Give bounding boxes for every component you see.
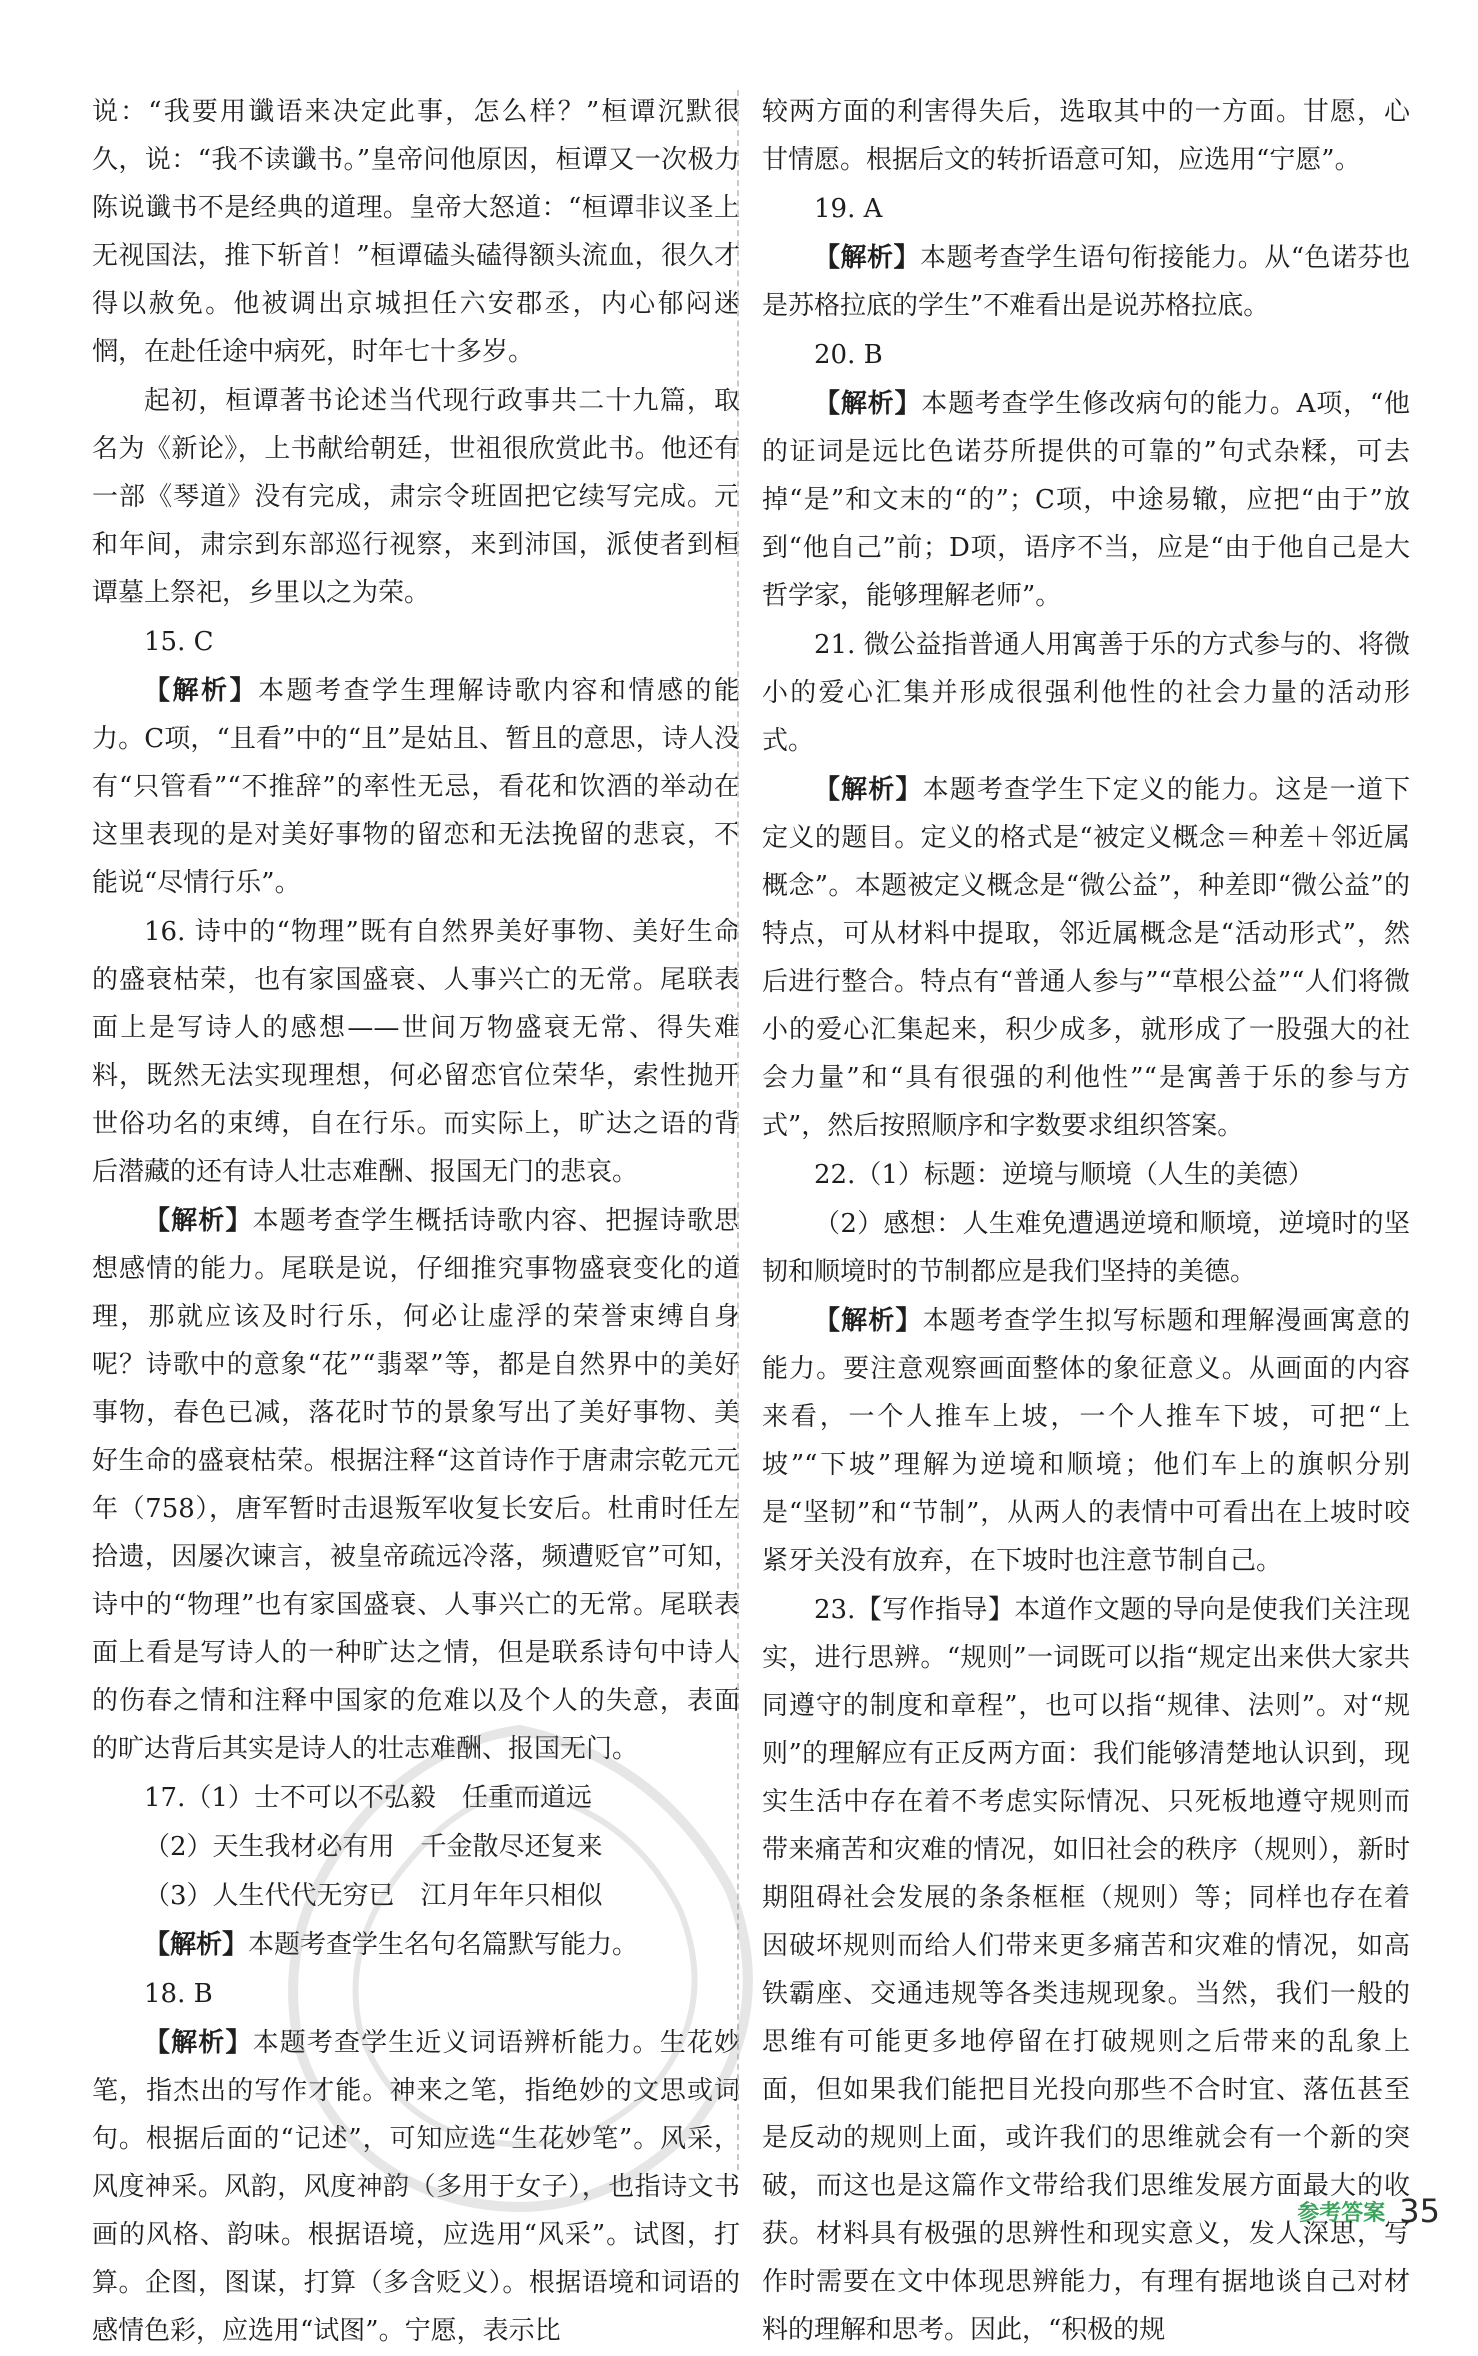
paragraph-text: 本题考查学生理解诗歌内容和情感的能力。C项，“且看”中的“且”是姑且、暂且的意思，诗人没有“只管看”“不推辞”的率性无忌，看花和饮酒的举动在这里表现的是对美好事物的留恋和无法挽留的悲哀，不能说“尽情行乐”。 <box>92 676 740 898</box>
analysis-tag: 【解析】 <box>144 1930 249 1960</box>
page-number: 35 <box>1399 2192 1440 2230</box>
paragraph <box>92 618 740 666</box>
analysis-tag: 【解析】 <box>814 389 922 419</box>
paragraph <box>762 185 1410 233</box>
paragraph-text: 19. A <box>814 194 883 224</box>
paragraph <box>92 88 740 376</box>
analysis-tag: 【解析】 <box>144 1206 253 1236</box>
paragraph <box>762 621 1410 765</box>
paragraph <box>92 2019 740 2355</box>
paragraph-text: 起初，桓谭著书论述当代现行政事共二十九篇，取名为《新论》，上书献给朝廷，世祖很欣赏此书。他还有一部《琴道》没有完成，肃宗令班固把它续写完成。元和年间，肃宗到东部巡行视察，来到沛国，派使者到桓谭墓上祭祀，乡里以之为荣。 <box>92 386 740 608</box>
paragraph <box>92 667 740 907</box>
paragraph-text: 22.（1）标题：逆境与顺境（人生的美德） <box>814 1160 1314 1190</box>
paragraph-text: 15. C <box>144 627 214 657</box>
analysis-tag: 【解析】 <box>814 775 923 805</box>
paragraph <box>92 1197 740 1773</box>
analysis-tag: 【解析】 <box>144 676 258 706</box>
left-column <box>92 88 740 2356</box>
paragraph-text: 本题考查学生拟写标题和理解漫画寓意的能力。要注意观察画面整体的象征意义。从画面的内容来看，一个人推车上坡，一个人推车下坡，可把“上坡”“下坡”理解为逆境和顺境；他们车上的旗帜分别是“坚韧”和“节制”，从两人的表情中可看出在上坡时咬紧牙关没有放弃，在下坡时也注意节制自己。 <box>762 1306 1410 1576</box>
footer-label: 参考答案 <box>1297 2200 1386 2226</box>
paragraph <box>92 1921 740 1969</box>
paragraph <box>762 380 1410 620</box>
paragraph-text: 20. B <box>814 340 883 370</box>
paragraph <box>762 766 1410 1150</box>
paragraph <box>762 88 1410 184</box>
paragraph <box>92 1823 740 1871</box>
paragraph-text: 18. B <box>144 1979 213 2009</box>
paragraph-text: 本题考查学生下定义的能力。这是一道下定义的题目。定义的格式是“被定义概念＝种差＋邻近属概念”。本题被定义概念是“微公益”，种差即“微公益”的特点，可从材料中提取，邻近属概念是“活动形式”，然后进行整合。特点有“普通人参与”“草根公益”“人们将微小的爱心汇集起来，积少成多，就形成了一股强大的社会力量”和“具有很强的利他性”“是寓善于乐的参与方式”，然后按照顺序和字数要求组织答案。 <box>762 775 1410 1141</box>
paragraph-text: 较两方面的利害得失后，选取其中的一方面。甘愿，心甘情愿。根据后文的转折语意可知，应选用“宁愿”。 <box>762 97 1410 175</box>
paragraph <box>92 1872 740 1920</box>
analysis-tag: 【解析】 <box>814 243 920 273</box>
paragraph-text: 说：“我要用谶语来决定此事，怎么样？”桓谭沉默很久，说：“我不读谶书。”皇帝问他原因，桓谭又一次极力陈说谶书不是经典的道理。皇帝大怒道：“桓谭非议圣上无视国法，推下斩首！”桓谭磕头磕得额头流血，很久才得以赦免。他被调出京城担任六安郡丞，内心郁闷迷惘，在赴任途中病死，时年七十多岁。 <box>92 97 740 367</box>
paragraph-text: 本题考查学生概括诗歌内容、把握诗歌思想感情的能力。尾联是说，仔细推究事物盛衰变化的道理，那就应该及时行乐，何必让虚浮的荣誉束缚自身呢？诗歌中的意象“花”“翡翠”等，都是自然界中的美好事物，春色已减，落花时节的景象写出了美好事物、美好生命的盛衰枯荣。根据注释“这首诗作于唐肃宗乾元元年（758），唐军暂时击退叛军收复长安后。杜甫时任左拾遗，因屡次谏言，被皇帝疏远冷落，频遭贬官”可知，诗中的“物理”也有家国盛衰、人事兴亡的无常。尾联表面上看是写诗人的一种旷达之情，但是联系诗句中诗人的伤春之情和注释中国家的危难以及个人的失意，表面的旷达背后其实是诗人的壮志难酬、报国无门。 <box>92 1206 740 1764</box>
paragraph-text: （2）天生我材必有用 千金散尽还复来 <box>144 1832 603 1862</box>
paragraph-text: 本题考查学生修改病句的能力。A项，“他的证词是远比色诺芬所提供的可靠的”句式杂糅，可去掉“是”和文末的“的”；C项，中途易辙，应把“由于”放到“他自己”前；D项，语序不当，应是“由于他自己是大哲学家，能够理解老师”。 <box>762 389 1410 611</box>
paragraph <box>92 908 740 1196</box>
paragraph-text: 23.【写作指导】本道作文题的导向是使我们关注现实，进行思辨。“规则”一词既可以指“规定出来供大家共同遵守的制度和章程”，也可以指“规律、法则”。对“规则”的理解应有正反两方面：我们能够清楚地认识到，现实生活中存在着不考虑实际情况、只死板地遵守规则而带来痛苦和灾难的情况，如旧社会的秩序（规则），新时期阻碍社会发展的条条框框（规则）等；同样也存在着因破坏规则而给人们带来更多痛苦和灾难的情况，如高铁霸座、交通违规等各类违规现象。当然，我们一般的思维有可能更多地停留在打破规则之后带来的乱象上面，但如果我们能把目光投向那些不合时宜、落伍甚至是反动的规则上面，或许我们的思维就会有一个新的突破，而这也是这篇作文带给我们思维发展方面最大的收获。材料具有极强的思辨性和现实意义，发人深思，写作时需要在文中体现思辨能力，有理有据地谈自己对材料的理解和思考。因此，“积极的规 <box>762 1595 1410 2345</box>
paragraph-text: 16. 诗中的“物理”既有自然界美好事物、美好生命的盛衰枯荣，也有家国盛衰、人事兴亡的无常。尾联表面上是写诗人的感想——世间万物盛衰无常、得失难料，既然无法实现理想，何必留恋官位荣华，索性抛开世俗功名的束缚，自在行乐。而实际上，旷达之语的背后潜藏的还有诗人壮志难酬、报国无门的悲哀。 <box>92 917 740 1187</box>
paragraph <box>92 377 740 617</box>
analysis-tag: 【解析】 <box>814 1306 923 1336</box>
paragraph <box>762 331 1410 379</box>
paragraph <box>92 1774 740 1822</box>
analysis-tag: 【解析】 <box>144 2028 253 2058</box>
paragraph-text: 21. 微公益指普通人用寓善于乐的方式参与的、将微小的爱心汇集并形成很强利他性的社会力量的活动形式。 <box>762 630 1410 756</box>
paragraph-text: （2）感想：人生难免遭遇逆境和顺境，逆境时的坚韧和顺境时的节制都应是我们坚持的美德。 <box>762 1209 1410 1287</box>
paragraph-text: 本题考查学生近义词语辨析能力。生花妙笔，指杰出的写作才能。神来之笔，指绝妙的文思或词句。根据后面的“记述”，可知应选“生花妙笔”。风采，风度神采。风韵，风度神韵（多用于女子），也指诗文书画的风格、韵味。根据语境，应选用“风采”。试图，打算。企图，图谋，打算（多含贬义）。根据语境和词语的感情色彩，应选用“试图”。宁愿，表示比 <box>92 2028 740 2346</box>
paragraph <box>762 1200 1410 1296</box>
paragraph-text: 本题考查学生语句衔接能力。从“色诺芬也是苏格拉底的学生”不难看出是说苏格拉底。 <box>762 243 1410 321</box>
paragraph <box>92 1970 740 2018</box>
paragraph-text: （3）人生代代无穷已 江月年年只相似 <box>144 1881 603 1911</box>
paragraph <box>762 234 1410 330</box>
page-footer <box>1297 2191 1440 2231</box>
paragraph-text: 17.（1）士不可以不弘毅 任重而道远 <box>144 1783 592 1813</box>
right-column <box>762 88 1410 2355</box>
paragraph <box>762 1151 1410 1199</box>
paragraph <box>762 1586 1410 2354</box>
paragraph <box>762 1297 1410 1585</box>
paragraph-text: 本题考查学生名句名篇默写能力。 <box>248 1930 639 1960</box>
column-divider <box>737 90 739 2170</box>
